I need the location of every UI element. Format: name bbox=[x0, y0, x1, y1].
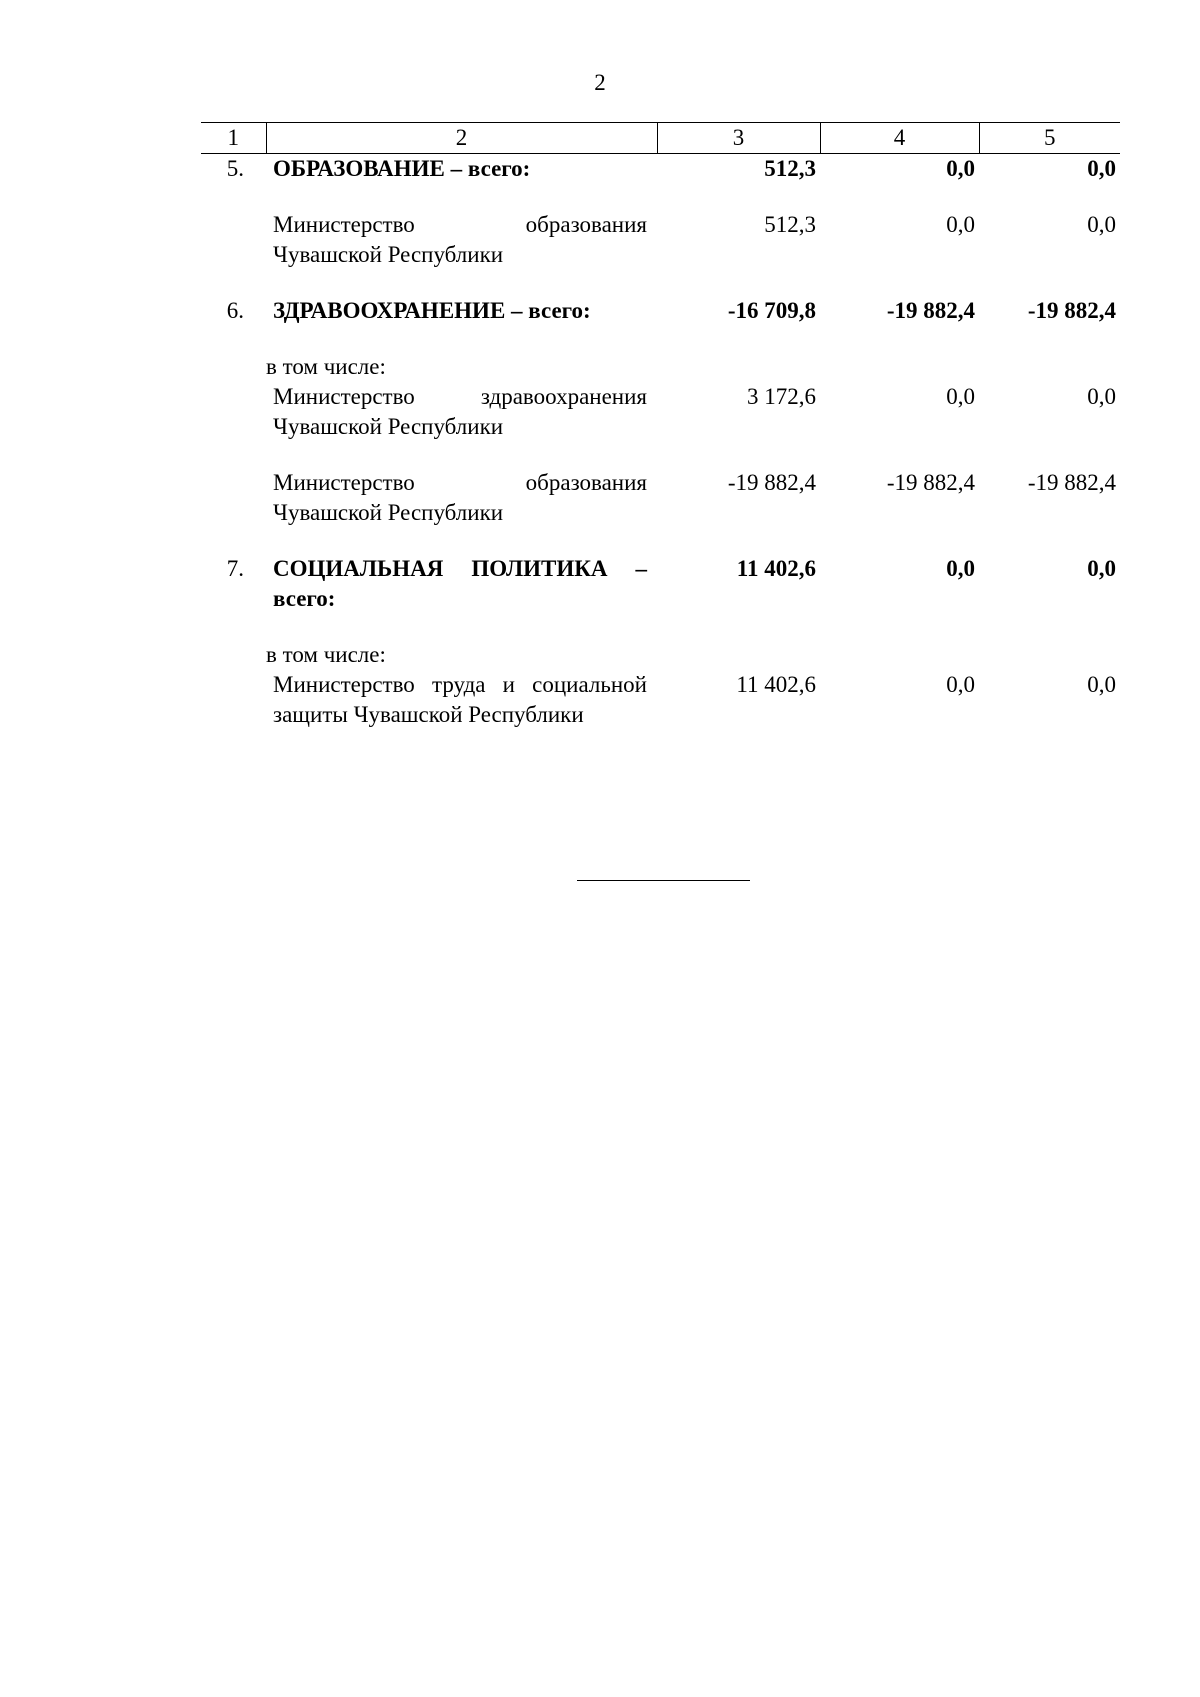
item-row bbox=[201, 468, 1120, 528]
spacer-row bbox=[201, 184, 1120, 210]
item-value-col3: 512,3 bbox=[764, 212, 816, 237]
end-separator-line bbox=[577, 880, 750, 881]
section-title: ЗДРАВООХРАНЕНИЕ – всего: bbox=[273, 298, 591, 323]
item-name: Министерство труда и социальной защиты Чувашской Республики bbox=[273, 672, 647, 727]
empty-cell bbox=[201, 670, 266, 730]
item-value-col5: 0,0 bbox=[1087, 672, 1116, 697]
including-label: в том числе: bbox=[266, 354, 386, 379]
item-value-col4: -19 882,4 bbox=[886, 470, 975, 495]
section-value-col3: 11 402,6 bbox=[736, 556, 816, 581]
section-value-col3: -16 709,8 bbox=[727, 298, 816, 323]
section-row-education bbox=[201, 154, 1120, 185]
budget-table bbox=[201, 122, 1120, 730]
empty-cell bbox=[201, 640, 266, 670]
item-name: Министерство образования Чувашской Республики bbox=[273, 212, 647, 267]
section-value-col4: 0,0 bbox=[946, 156, 975, 181]
section-title: ОБРАЗОВАНИЕ – всего: bbox=[273, 156, 531, 181]
page-number: 2 bbox=[594, 70, 606, 95]
empty-cell bbox=[201, 210, 266, 270]
empty-cell bbox=[201, 382, 266, 442]
item-name: Министерство здравоохранения Чувашской Республики bbox=[273, 384, 647, 439]
empty-cell bbox=[201, 352, 266, 382]
spacer-row bbox=[201, 270, 1120, 296]
item-value-col3: 3 172,6 bbox=[747, 384, 816, 409]
section-row-social-policy bbox=[201, 554, 1120, 614]
empty-cell bbox=[201, 468, 266, 528]
section-value-col4: 0,0 bbox=[946, 556, 975, 581]
item-value-col4: 0,0 bbox=[946, 384, 975, 409]
header-col-2: 2 bbox=[266, 123, 657, 154]
section-number: 5. bbox=[226, 156, 244, 181]
spacer-row bbox=[201, 326, 1120, 352]
header-row bbox=[201, 123, 1120, 154]
header-col-1: 1 bbox=[201, 123, 266, 154]
section-value-col5: 0,0 bbox=[1087, 156, 1116, 181]
including-label: в том числе: bbox=[266, 642, 386, 667]
item-value-col3: -19 882,4 bbox=[727, 470, 816, 495]
item-name: Министерство образования Чувашской Республики bbox=[273, 470, 647, 525]
section-value-col3: 512,3 bbox=[764, 156, 816, 181]
section-number: 7. bbox=[226, 556, 244, 581]
sub-label-row bbox=[201, 352, 1120, 382]
header-col-5: 5 bbox=[979, 123, 1120, 154]
item-value-col3: 11 402,6 bbox=[736, 672, 816, 697]
item-value-col4: 0,0 bbox=[946, 212, 975, 237]
table-header bbox=[201, 123, 1120, 154]
table-body bbox=[201, 154, 1120, 731]
item-value-col4: 0,0 bbox=[946, 672, 975, 697]
item-value-col5: 0,0 bbox=[1087, 384, 1116, 409]
item-value-col5: 0,0 bbox=[1087, 212, 1116, 237]
header-col-4: 4 bbox=[820, 123, 979, 154]
sub-label-row bbox=[201, 640, 1120, 670]
section-value-col5: 0,0 bbox=[1087, 556, 1116, 581]
section-number: 6. bbox=[226, 298, 244, 323]
section-title: СОЦИАЛЬНАЯ ПОЛИТИКА – всего: bbox=[273, 556, 647, 611]
section-row-healthcare bbox=[201, 296, 1120, 326]
spacer-row bbox=[201, 528, 1120, 554]
header-col-3: 3 bbox=[657, 123, 820, 154]
section-value-col4: -19 882,4 bbox=[886, 298, 975, 323]
item-value-col5: -19 882,4 bbox=[1027, 470, 1116, 495]
spacer-row bbox=[201, 442, 1120, 468]
item-row bbox=[201, 210, 1120, 270]
item-row bbox=[201, 382, 1120, 442]
item-row bbox=[201, 670, 1120, 730]
spacer-row bbox=[201, 614, 1120, 640]
section-value-col5: -19 882,4 bbox=[1027, 298, 1116, 323]
